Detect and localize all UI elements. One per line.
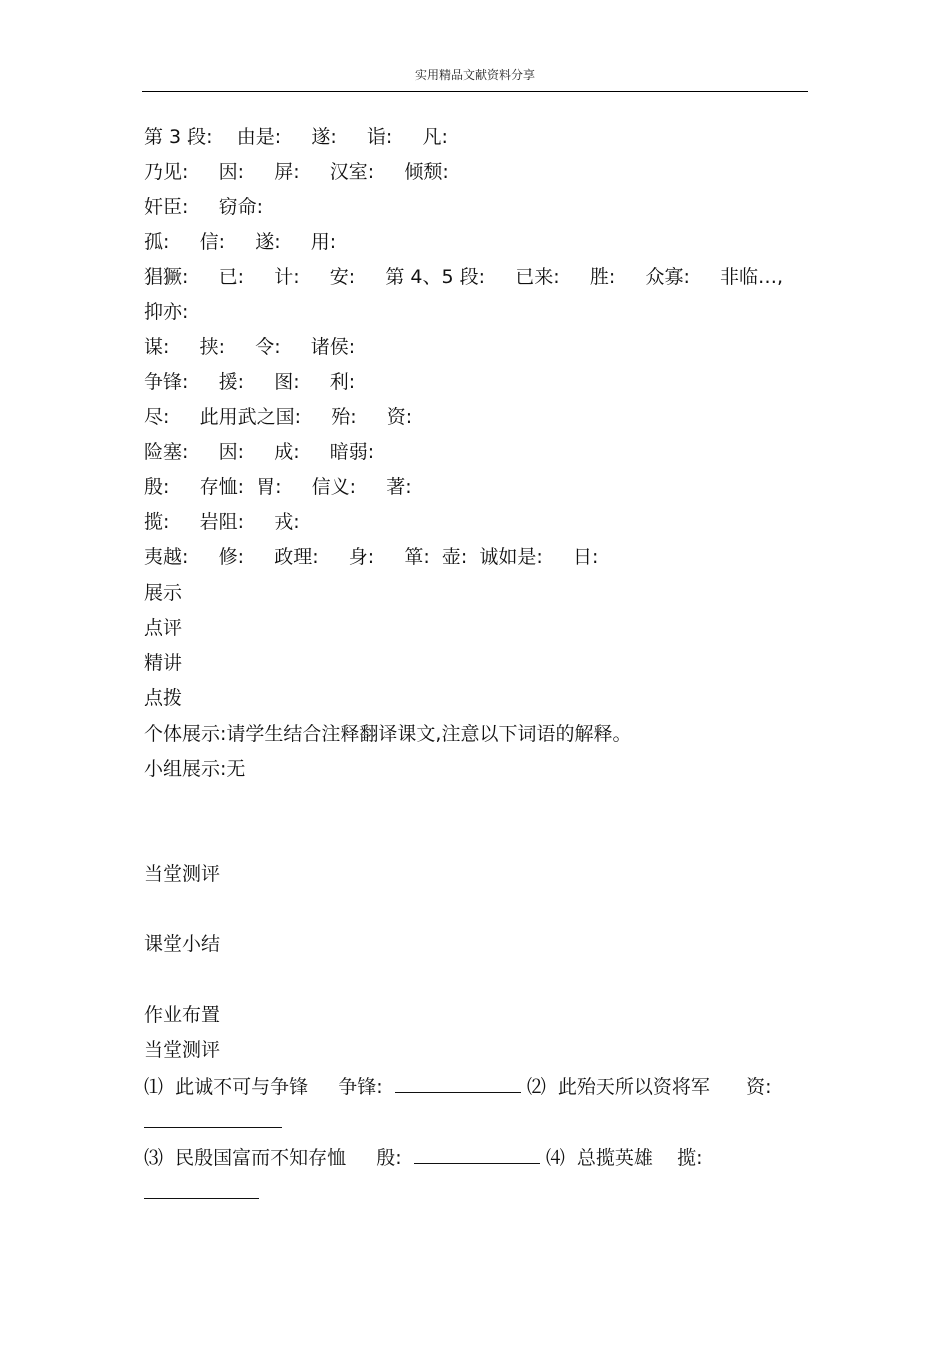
section-heading: 当堂测评 xyxy=(144,863,221,885)
vocab-line: 猖獗: 已: 计: 安: 第 4、5 段: 已来: 胜: 众寡: 非临…, xyxy=(144,266,784,288)
vocab-line: 尽: 此用武之国: 殆: 资: xyxy=(144,406,413,428)
individual-display: 个体展示:请学生结合注释翻译课文,注意以下词语的解释。 xyxy=(144,723,632,745)
quiz-row-1-cont xyxy=(144,1109,282,1134)
section-heading: 课堂小结 xyxy=(144,933,221,955)
vocab-line: 夷越: 修: 政理: 身: 箪: 壶: 诚如是: 日: xyxy=(144,546,599,568)
quiz-question: ⑷ 总揽英雄 揽: xyxy=(545,1147,703,1169)
quiz-question: ⑴ 此诚不可与争锋 争锋: xyxy=(144,1076,383,1098)
section-heading: 当堂测评 xyxy=(144,1039,221,1061)
vocab-line: 争锋: 援: 图: 利: xyxy=(144,371,356,393)
vocab-line: 第 3 段: 由是: 遂: 诣: 凡: xyxy=(144,126,448,148)
step-label: 展示 xyxy=(144,582,183,604)
quiz-question: ⑵ 此殆天所以资将军 资: xyxy=(526,1076,772,1098)
quiz-row-1 xyxy=(144,1074,772,1099)
quiz-question: ⑶ 民殷国富而不知存恤 殷: xyxy=(144,1147,402,1169)
vocab-line: 谋: 挟: 令: 诸侯: xyxy=(144,336,356,358)
step-label: 点拨 xyxy=(144,687,183,709)
vocab-line: 孤: 信: 遂: 用: xyxy=(144,231,337,253)
vocab-line: 殷: 存恤: 胃: 信义: 著: xyxy=(144,476,412,498)
vocab-line: 乃见: 因: 屏: 汉室: 倾颓: xyxy=(144,161,449,183)
step-label: 精讲 xyxy=(144,652,183,674)
answer-blank[interactable] xyxy=(395,1074,521,1093)
quiz-row-2-cont xyxy=(144,1180,259,1205)
vocab-line: 奸臣: 窃命: xyxy=(144,196,264,218)
answer-blank[interactable] xyxy=(414,1145,540,1164)
answer-blank[interactable] xyxy=(144,1180,259,1199)
step-label: 点评 xyxy=(144,617,183,639)
vocab-line: 险塞: 因: 成: 暗弱: xyxy=(144,441,375,463)
group-display: 小组展示:无 xyxy=(144,758,246,780)
header-rule xyxy=(142,91,808,92)
quiz-row-2 xyxy=(144,1145,702,1170)
page-header: 实用精品文献资料分享 xyxy=(414,68,535,82)
section-heading: 作业布置 xyxy=(144,1004,221,1026)
vocab-line: 抑亦: xyxy=(144,301,189,323)
answer-blank[interactable] xyxy=(144,1109,282,1128)
vocab-line: 揽: 岩阻: 戎: xyxy=(144,511,300,533)
